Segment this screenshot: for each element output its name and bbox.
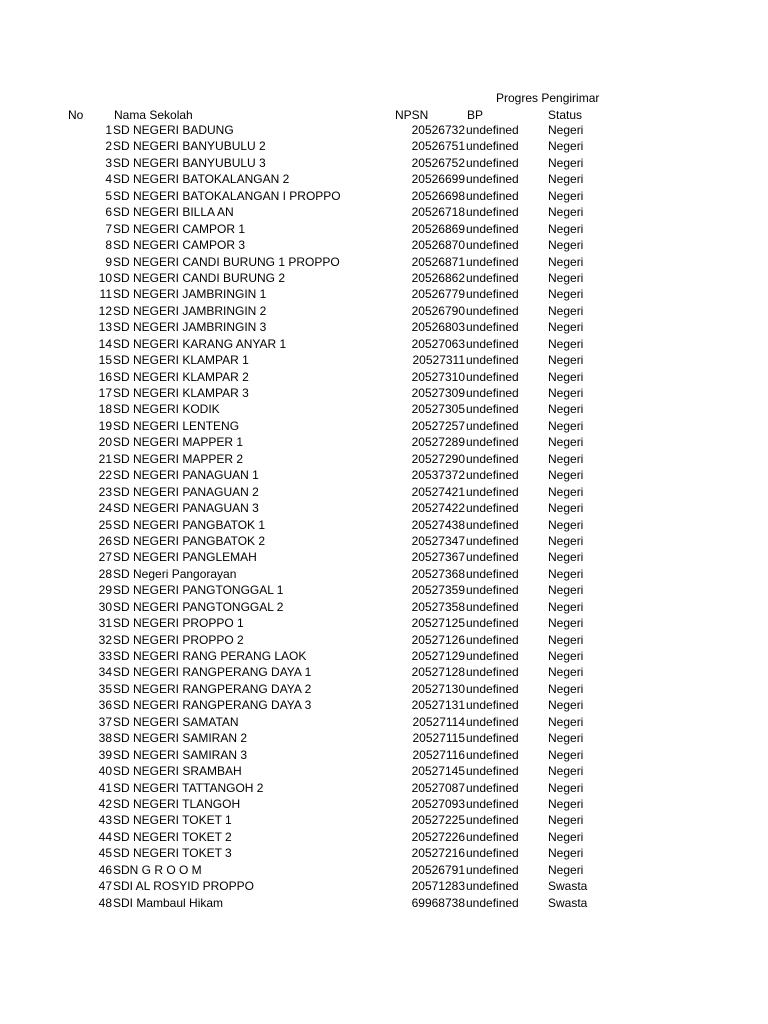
- npsn-value: 20526869: [411, 221, 465, 236]
- npsn-value: 20527116: [412, 747, 465, 762]
- bp-value: undefined: [466, 451, 519, 466]
- row-number: 21: [98, 451, 112, 466]
- school-name: SD NEGERI PROPPO 2: [113, 632, 244, 647]
- school-name: SD NEGERI RANGPERANG DAYA 1: [113, 665, 312, 680]
- status-value: Negeri: [548, 632, 584, 647]
- npsn-value: 20527114: [412, 714, 465, 729]
- npsn-value: 20526752: [411, 155, 465, 170]
- row-number: 20: [98, 435, 112, 450]
- npsn-value: 20527087: [411, 780, 465, 795]
- status-value: Negeri: [548, 451, 584, 466]
- table-row: [0, 796, 768, 812]
- bp-value: undefined: [466, 533, 519, 548]
- status-value: Negeri: [548, 287, 584, 302]
- table-row: [0, 878, 768, 894]
- table-row: [0, 237, 768, 253]
- npsn-value: 20526871: [411, 254, 465, 269]
- npsn-value: 20527128: [411, 665, 465, 680]
- status-value: Negeri: [548, 303, 584, 318]
- npsn-value: 20527216: [411, 846, 465, 861]
- status-value: Negeri: [548, 468, 584, 483]
- bp-value: undefined: [466, 829, 519, 844]
- school-name: SD NEGERI PANAGUAN 2: [113, 484, 259, 499]
- school-name: SD NEGERI KLAMPAR 3: [113, 386, 249, 400]
- school-name: SD NEGERI BATOKALANGAN 2: [113, 172, 290, 187]
- npsn-value: 20526698: [411, 188, 465, 203]
- npsn-value: 20527226: [411, 829, 465, 844]
- row-number: 41: [98, 780, 112, 795]
- bp-value: undefined: [466, 616, 519, 631]
- npsn-value: 20527289: [411, 435, 465, 450]
- status-value: Negeri: [548, 320, 584, 335]
- row-number: 28: [98, 566, 112, 581]
- table-row: [0, 697, 768, 713]
- table-row: [0, 385, 768, 401]
- row-number: 5: [105, 188, 112, 203]
- table-row: [0, 155, 768, 171]
- bp-value: undefined: [466, 501, 519, 516]
- row-number: 33: [98, 649, 112, 663]
- bp-value: undefined: [466, 517, 519, 532]
- table-row: [0, 566, 768, 582]
- bp-value: undefined: [466, 270, 519, 285]
- row-number: 27: [98, 550, 112, 565]
- school-name: SD NEGERI BADUNG: [113, 123, 234, 137]
- status-value: Negeri: [548, 533, 584, 548]
- row-number: 32: [98, 632, 112, 647]
- table-row: [0, 582, 768, 598]
- school-table: [0, 122, 768, 911]
- npsn-value: 20527421: [411, 484, 465, 499]
- table-row: [0, 336, 768, 352]
- npsn-value: 20526732: [411, 123, 465, 137]
- bp-value: undefined: [466, 895, 519, 910]
- table-row: [0, 500, 768, 516]
- status-value: Negeri: [548, 583, 584, 598]
- bp-value: undefined: [466, 386, 519, 400]
- bp-value: undefined: [466, 172, 519, 187]
- school-name: SDI AL ROSYID PROPPO: [113, 879, 254, 894]
- school-name: SD NEGERI TOKET 3: [113, 846, 232, 861]
- npsn-value: 20527305: [411, 402, 465, 417]
- bp-value: undefined: [466, 681, 519, 696]
- row-number: 22: [98, 468, 112, 483]
- row-number: 37: [98, 714, 112, 729]
- npsn-value: 20527125: [411, 616, 465, 631]
- status-value: Negeri: [548, 386, 584, 400]
- bp-value: undefined: [466, 599, 519, 614]
- status-value: Negeri: [548, 353, 584, 368]
- bp-value: undefined: [466, 862, 519, 877]
- table-row: [0, 352, 768, 368]
- npsn-value: 20526790: [411, 303, 465, 318]
- school-name: SD NEGERI PANAGUAN 1: [113, 468, 259, 483]
- bp-value: undefined: [466, 353, 519, 368]
- row-number: 26: [98, 533, 112, 548]
- school-name: SD NEGERI PANGBATOK 2: [113, 533, 266, 548]
- status-value: Negeri: [548, 205, 584, 220]
- school-name: SD NEGERI TLANGOH: [113, 796, 241, 811]
- school-name: SD NEGERI CANDI BURUNG 1 PROPPO: [113, 254, 340, 269]
- school-name: SD NEGERI PANGBATOK 1: [113, 517, 266, 532]
- bp-value: undefined: [466, 418, 519, 433]
- npsn-value: 20527130: [411, 681, 465, 696]
- table-row: [0, 418, 768, 434]
- school-name: SD NEGERI CAMPOR 1: [113, 221, 246, 236]
- npsn-value: 20527131: [411, 698, 465, 713]
- table-row: [0, 171, 768, 187]
- row-number: 9: [105, 254, 112, 269]
- bp-value: undefined: [466, 764, 519, 779]
- school-name: SD NEGERI MAPPER 1: [113, 435, 244, 450]
- row-number: 25: [98, 517, 112, 532]
- row-number: 43: [98, 813, 112, 828]
- npsn-value: 20526751: [411, 139, 465, 154]
- bp-value: undefined: [466, 649, 519, 663]
- npsn-value: 20527310: [411, 369, 465, 384]
- school-name: SD NEGERI SRAMBAH: [113, 764, 242, 779]
- table-row: [0, 862, 768, 878]
- row-number: 15: [98, 353, 112, 368]
- npsn-value: 69968738: [411, 895, 465, 910]
- status-value: Negeri: [548, 829, 584, 844]
- row-number: 48: [98, 895, 112, 910]
- row-number: 17: [98, 386, 112, 400]
- status-value: Negeri: [548, 188, 584, 203]
- header-nama-sekolah: Nama Sekolah: [114, 108, 193, 122]
- table-row: [0, 780, 768, 796]
- school-name: SD NEGERI KLAMPAR 1: [113, 353, 249, 368]
- npsn-value: 20527311: [412, 353, 465, 368]
- status-value: Negeri: [548, 517, 584, 532]
- status-value: Negeri: [548, 336, 584, 351]
- header-bp: BP: [467, 108, 484, 122]
- npsn-value: 20526862: [411, 270, 465, 285]
- table-row: [0, 221, 768, 237]
- school-name: SD NEGERI BANYUBULU 3: [113, 155, 266, 170]
- row-number: 6: [105, 205, 112, 220]
- status-value: Negeri: [548, 435, 584, 450]
- row-number: 24: [98, 501, 112, 516]
- bp-value: undefined: [466, 583, 519, 598]
- table-row: [0, 204, 768, 220]
- bp-value: undefined: [466, 435, 519, 450]
- status-value: Negeri: [548, 139, 584, 154]
- status-value: Negeri: [548, 780, 584, 795]
- status-value: Swasta: [548, 895, 588, 910]
- bp-value: undefined: [466, 336, 519, 351]
- status-value: Negeri: [548, 369, 584, 384]
- school-name: SD NEGERI MAPPER 2: [113, 451, 244, 466]
- npsn-value: 20537372: [411, 468, 465, 483]
- status-value: Negeri: [548, 764, 584, 779]
- school-name: SD NEGERI RANGPERANG DAYA 2: [113, 681, 312, 696]
- bp-value: undefined: [466, 813, 519, 828]
- school-name: SD NEGERI JAMBRINGIN 1: [113, 287, 267, 302]
- school-name: SD NEGERI LENTENG: [113, 418, 240, 433]
- table-row: [0, 648, 768, 664]
- school-name: SD NEGERI TOKET 1: [113, 813, 232, 828]
- table-row: [0, 401, 768, 417]
- table-row: [0, 434, 768, 450]
- row-number: 2: [105, 139, 112, 154]
- row-number: 46: [98, 862, 112, 877]
- npsn-value: 20527145: [411, 764, 465, 779]
- school-name: SD NEGERI TOKET 2: [113, 829, 232, 844]
- bp-value: undefined: [466, 698, 519, 713]
- row-number: 19: [98, 418, 112, 433]
- table-row: [0, 286, 768, 302]
- npsn-value: 20527347: [411, 533, 465, 548]
- header-no: No: [68, 108, 84, 122]
- table-row: [0, 549, 768, 565]
- bp-value: undefined: [466, 484, 519, 499]
- bp-value: undefined: [466, 303, 519, 318]
- table-row: [0, 319, 768, 335]
- row-number: 8: [105, 238, 112, 253]
- bp-value: undefined: [466, 879, 519, 894]
- bp-value: undefined: [466, 320, 519, 335]
- row-number: 30: [98, 599, 112, 614]
- row-number: 38: [98, 731, 112, 746]
- school-name: SDI Mambaul Hikam: [113, 895, 224, 910]
- table-row: [0, 533, 768, 549]
- bp-value: undefined: [466, 254, 519, 269]
- table-row: [0, 517, 768, 533]
- bp-value: undefined: [466, 796, 519, 811]
- bp-value: undefined: [466, 731, 519, 746]
- school-name: SD NEGERI JAMBRINGIN 2: [113, 303, 267, 318]
- school-name: SD NEGERI BATOKALANGAN I PROPPO: [113, 188, 341, 203]
- table-row: [0, 188, 768, 204]
- npsn-value: 20527126: [411, 632, 465, 647]
- row-number: 4: [105, 172, 112, 187]
- status-value: Negeri: [548, 649, 584, 663]
- table-row: [0, 895, 768, 911]
- table-row: [0, 599, 768, 615]
- row-number: 44: [98, 829, 112, 844]
- school-name: SD NEGERI PANGLEMAH: [113, 550, 257, 565]
- table-row: [0, 451, 768, 467]
- school-name: SD NEGERI RANGPERANG DAYA 3: [113, 698, 312, 713]
- bp-value: undefined: [466, 566, 519, 581]
- progres-pengiriman-title: Progres Pengirimar: [496, 91, 600, 105]
- row-number: 35: [98, 681, 112, 696]
- row-number: 14: [98, 336, 112, 351]
- npsn-value: 20527115: [412, 731, 465, 746]
- status-value: Negeri: [548, 254, 584, 269]
- row-number: 12: [98, 303, 112, 318]
- table-row: [0, 270, 768, 286]
- school-name: SD NEGERI KODIK: [113, 402, 220, 417]
- npsn-value: 20527438: [411, 517, 465, 532]
- status-value: Negeri: [548, 813, 584, 828]
- status-value: Negeri: [548, 599, 584, 614]
- table-row: [0, 632, 768, 648]
- table-row: [0, 303, 768, 319]
- bp-value: undefined: [466, 402, 519, 417]
- row-number: 18: [98, 402, 112, 417]
- table-row: [0, 747, 768, 763]
- npsn-value: 20526779: [411, 287, 465, 302]
- npsn-value: 20527422: [411, 501, 465, 516]
- school-name: SD NEGERI KARANG ANYAR 1: [113, 336, 287, 351]
- status-value: Negeri: [548, 418, 584, 433]
- school-name: SD NEGERI KLAMPAR 2: [113, 369, 249, 384]
- status-value: Negeri: [548, 501, 584, 516]
- row-number: 7: [105, 221, 112, 236]
- status-value: Negeri: [548, 484, 584, 499]
- npsn-value: 20527367: [411, 550, 465, 565]
- table-row: [0, 254, 768, 270]
- bp-value: undefined: [466, 123, 519, 137]
- school-name: SD NEGERI SAMATAN: [113, 714, 239, 729]
- status-value: Negeri: [548, 238, 584, 253]
- school-name: SD NEGERI PANAGUAN 3: [113, 501, 259, 516]
- status-value: Swasta: [548, 879, 588, 894]
- row-number: 31: [98, 616, 112, 631]
- bp-value: undefined: [466, 665, 519, 680]
- bp-value: undefined: [466, 468, 519, 483]
- school-name: SD NEGERI RANG PERANG LAOK: [113, 649, 307, 663]
- npsn-value: 20526791: [411, 862, 465, 877]
- status-value: Negeri: [548, 714, 584, 729]
- bp-value: undefined: [466, 780, 519, 795]
- npsn-value: 20527257: [411, 418, 465, 433]
- status-value: Negeri: [548, 566, 584, 581]
- bp-value: undefined: [466, 714, 519, 729]
- table-row: [0, 615, 768, 631]
- npsn-value: 20527063: [411, 336, 465, 351]
- table-row: [0, 763, 768, 779]
- npsn-value: 20527093: [411, 796, 465, 811]
- row-number: 42: [98, 796, 112, 811]
- npsn-value: 20526718: [411, 205, 465, 220]
- status-value: Negeri: [548, 796, 584, 811]
- row-number: 29: [98, 583, 112, 598]
- school-name: SD NEGERI SAMIRAN 2: [113, 731, 248, 746]
- status-value: Negeri: [548, 616, 584, 631]
- status-value: Negeri: [548, 862, 584, 877]
- row-number: 40: [98, 764, 112, 779]
- row-number: 36: [98, 698, 112, 713]
- school-name: SD NEGERI CAMPOR 3: [113, 238, 246, 253]
- npsn-value: 20526803: [411, 320, 465, 335]
- table-row: [0, 122, 768, 138]
- row-number: 34: [98, 665, 112, 680]
- table-row: [0, 467, 768, 483]
- status-value: Negeri: [548, 698, 584, 713]
- school-name: SD NEGERI BILLA AN: [113, 205, 234, 220]
- status-value: Negeri: [548, 731, 584, 746]
- bp-value: undefined: [466, 846, 519, 861]
- status-value: Negeri: [548, 172, 584, 187]
- row-number: 45: [98, 846, 112, 861]
- bp-value: undefined: [466, 238, 519, 253]
- bp-value: undefined: [466, 632, 519, 647]
- npsn-value: 20527309: [411, 386, 465, 400]
- bp-value: undefined: [466, 287, 519, 302]
- bp-value: undefined: [466, 369, 519, 384]
- npsn-value: 20527129: [411, 649, 465, 663]
- npsn-value: 20526699: [411, 172, 465, 187]
- table-row: [0, 812, 768, 828]
- bp-value: undefined: [466, 205, 519, 220]
- row-number: 10: [98, 270, 112, 285]
- status-value: Negeri: [548, 846, 584, 861]
- table-row: [0, 664, 768, 680]
- npsn-value: 20526870: [411, 238, 465, 253]
- npsn-value: 20527358: [411, 599, 465, 614]
- row-number: 16: [98, 369, 112, 384]
- school-name: SD NEGERI BANYUBULU 2: [113, 139, 266, 154]
- table-row: [0, 681, 768, 697]
- npsn-value: 20527225: [411, 813, 465, 828]
- npsn-value: 20571283: [411, 879, 465, 894]
- bp-value: undefined: [466, 155, 519, 170]
- school-name: SD NEGERI PANGTONGGAL 2: [113, 599, 284, 614]
- npsn-value: 20527359: [411, 583, 465, 598]
- table-row: [0, 829, 768, 845]
- header-npsn: NPSN: [395, 108, 429, 122]
- bp-value: undefined: [466, 139, 519, 154]
- school-name: SD Negeri Pangorayan: [113, 566, 237, 581]
- status-value: Negeri: [548, 270, 584, 285]
- status-value: Negeri: [548, 681, 584, 696]
- table-row: [0, 845, 768, 861]
- status-value: Negeri: [548, 665, 584, 680]
- school-name: SD NEGERI JAMBRINGIN 3: [113, 320, 267, 335]
- school-name: SD NEGERI SAMIRAN 3: [113, 747, 248, 762]
- row-number: 23: [98, 484, 112, 499]
- table-row: [0, 138, 768, 154]
- table-row: [0, 369, 768, 385]
- status-value: Negeri: [548, 747, 584, 762]
- school-name: SD NEGERI PROPPO 1: [113, 616, 244, 631]
- status-value: Negeri: [548, 402, 584, 417]
- table-row: [0, 730, 768, 746]
- row-number: 47: [98, 879, 112, 894]
- row-number: 3: [105, 155, 112, 170]
- row-number: 1: [105, 123, 112, 137]
- header-status: Status: [548, 108, 583, 122]
- status-value: Negeri: [548, 221, 584, 236]
- bp-value: undefined: [466, 550, 519, 565]
- bp-value: undefined: [466, 188, 519, 203]
- row-number: 11: [99, 287, 112, 302]
- school-name: SD NEGERI PANGTONGGAL 1: [113, 583, 284, 598]
- table-row: [0, 714, 768, 730]
- row-number: 13: [98, 320, 112, 335]
- school-name: SD NEGERI TATTANGOH 2: [113, 780, 264, 795]
- school-name: SD NEGERI CANDI BURUNG 2: [113, 270, 286, 285]
- bp-value: undefined: [466, 221, 519, 236]
- bp-value: undefined: [466, 747, 519, 762]
- row-number: 39: [98, 747, 112, 762]
- npsn-value: 20527368: [411, 566, 465, 581]
- status-value: Negeri: [548, 155, 584, 170]
- status-value: Negeri: [548, 123, 584, 137]
- status-value: Negeri: [548, 550, 584, 565]
- table-row: [0, 484, 768, 500]
- npsn-value: 20527290: [411, 451, 465, 466]
- school-name: SDN G R O O M: [113, 862, 202, 877]
